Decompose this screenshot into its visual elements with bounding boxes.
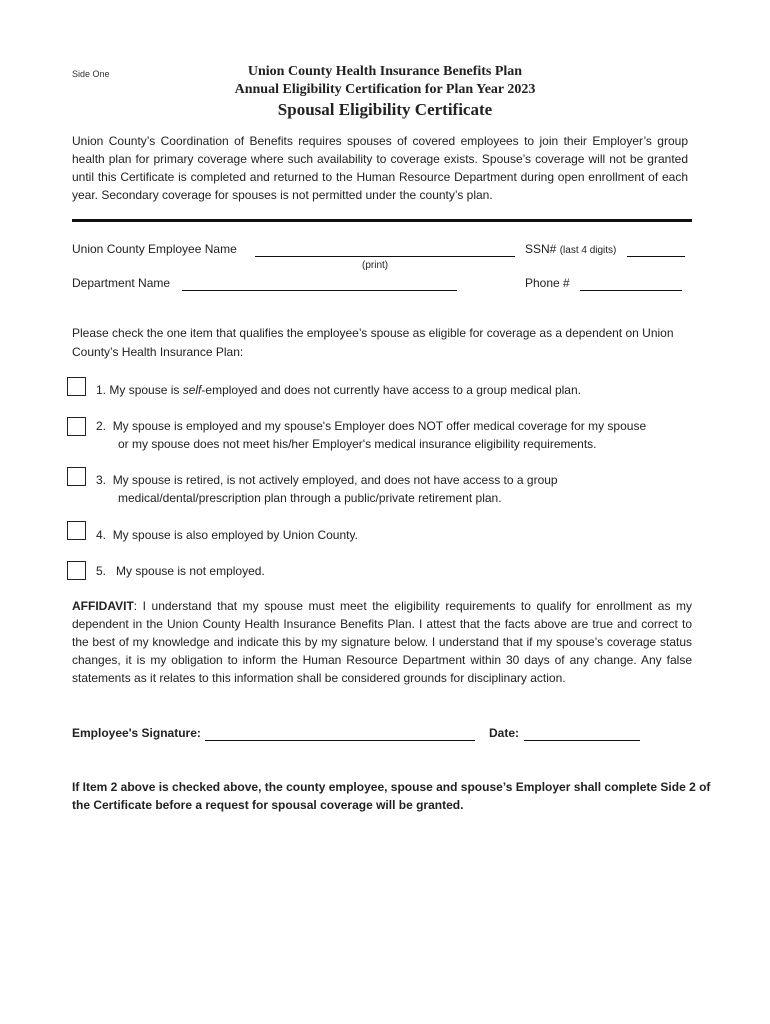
department-label: Department Name	[72, 276, 171, 290]
option-4-checkbox[interactable]	[67, 521, 86, 540]
side-label: Side One	[72, 69, 110, 79]
option-number: 4.	[96, 528, 107, 542]
option-text: My spouse is employed and my spouse's Employer does NOT offer medical coverage for my spouse	[112, 419, 647, 433]
option-3-checkbox[interactable]	[67, 467, 86, 486]
affidavit-text: : I understand that my spouse must meet the eligibility requirements to qualify for enrollment as my dependent in the Union County Health Insurance Benefits Plan. I attest that the facts above are true and correct to the best of my knowledge and indicate this by my signature below. I understand that if my spouse’s coverage status changes, it is my obligation to inform the Human Resource Department within 30 days of any change. Any false statements as it relates to this information shall be considered grounds for disciplinary action.	[72, 599, 692, 685]
eligibility-question: Please check the one item that qualifies the employee’s spouse as eligible for coverage as a dependent on Union County’s Health Insurance Plan:	[72, 326, 674, 359]
ssn-label-text: SSN#	[525, 242, 557, 256]
plan-title: Union County Health Insurance Benefits Plan	[247, 64, 523, 79]
option-text-line2: medical/dental/prescription plan through a public/private retirement plan.	[118, 491, 502, 505]
print-hint: (print)	[362, 260, 389, 271]
option-text-line2: or my spouse does not meet his/her Employer's medical insurance eligibility requirements.	[118, 437, 597, 451]
date-label: Date:	[489, 726, 520, 740]
ssn-hint: (last 4 digits)	[559, 245, 617, 256]
ssn-label	[525, 242, 616, 256]
option-1-text	[96, 381, 696, 399]
certification-subtitle: Annual Eligibility Certification for Plan Year 2023	[234, 82, 536, 97]
option-2-text	[96, 417, 706, 453]
option-2-checkbox[interactable]	[67, 417, 86, 436]
option-3-text	[96, 471, 706, 507]
employee-name-field[interactable]	[255, 244, 515, 257]
bottom-note: If Item 2 above is checked above, the county employee, spouse and spouse’s Employer shall complete Side 2 of the Certificate before a request for spousal coverage will be granted.	[72, 780, 711, 812]
section-divider	[72, 219, 692, 222]
option-5-checkbox[interactable]	[67, 561, 86, 580]
phone-label: Phone #	[525, 276, 570, 290]
option-number: 3.	[96, 473, 107, 487]
option-text: My spouse is also employed by Union County.	[112, 528, 358, 542]
option-emphasis: self	[182, 383, 202, 397]
certificate-title: Spousal Eligibility Certificate	[277, 100, 493, 119]
option-text: My spouse is	[109, 383, 183, 397]
option-1-checkbox[interactable]	[67, 377, 86, 396]
phone-field[interactable]	[580, 278, 682, 291]
intro-paragraph: Union County’s Coordination of Benefits requires spouses of covered employees to join their Employer’s group health plan for primary coverage where such availability to coverage exists. Spouse’s coverage will not be granted until this Certificate is completed and returned to the Human Resource Department during open enrollment of each year. Secondary coverage for spouses is not permitted under the county’s plan.	[72, 134, 688, 202]
affidavit-paragraph	[72, 597, 692, 687]
employee-name-label: Union County Employee Name	[72, 242, 237, 256]
option-4-text	[96, 526, 696, 544]
department-field[interactable]	[182, 278, 457, 291]
option-number: 5.	[96, 564, 107, 578]
option-number: 1.	[96, 383, 107, 397]
signature-field[interactable]	[205, 728, 475, 741]
ssn-field[interactable]	[627, 244, 685, 257]
option-text-cont: -employed and does not currently have access to a group medical plan.	[201, 383, 581, 397]
affidavit-label: AFFIDAVIT	[72, 599, 134, 613]
option-text: My spouse is not employed.	[116, 564, 265, 578]
signature-label: Employee's Signature:	[72, 726, 201, 740]
option-5-text	[96, 562, 696, 580]
option-text: My spouse is retired, is not actively employed, and does not have access to a group	[112, 473, 558, 487]
date-field[interactable]	[524, 728, 640, 741]
option-number: 2.	[96, 419, 107, 433]
